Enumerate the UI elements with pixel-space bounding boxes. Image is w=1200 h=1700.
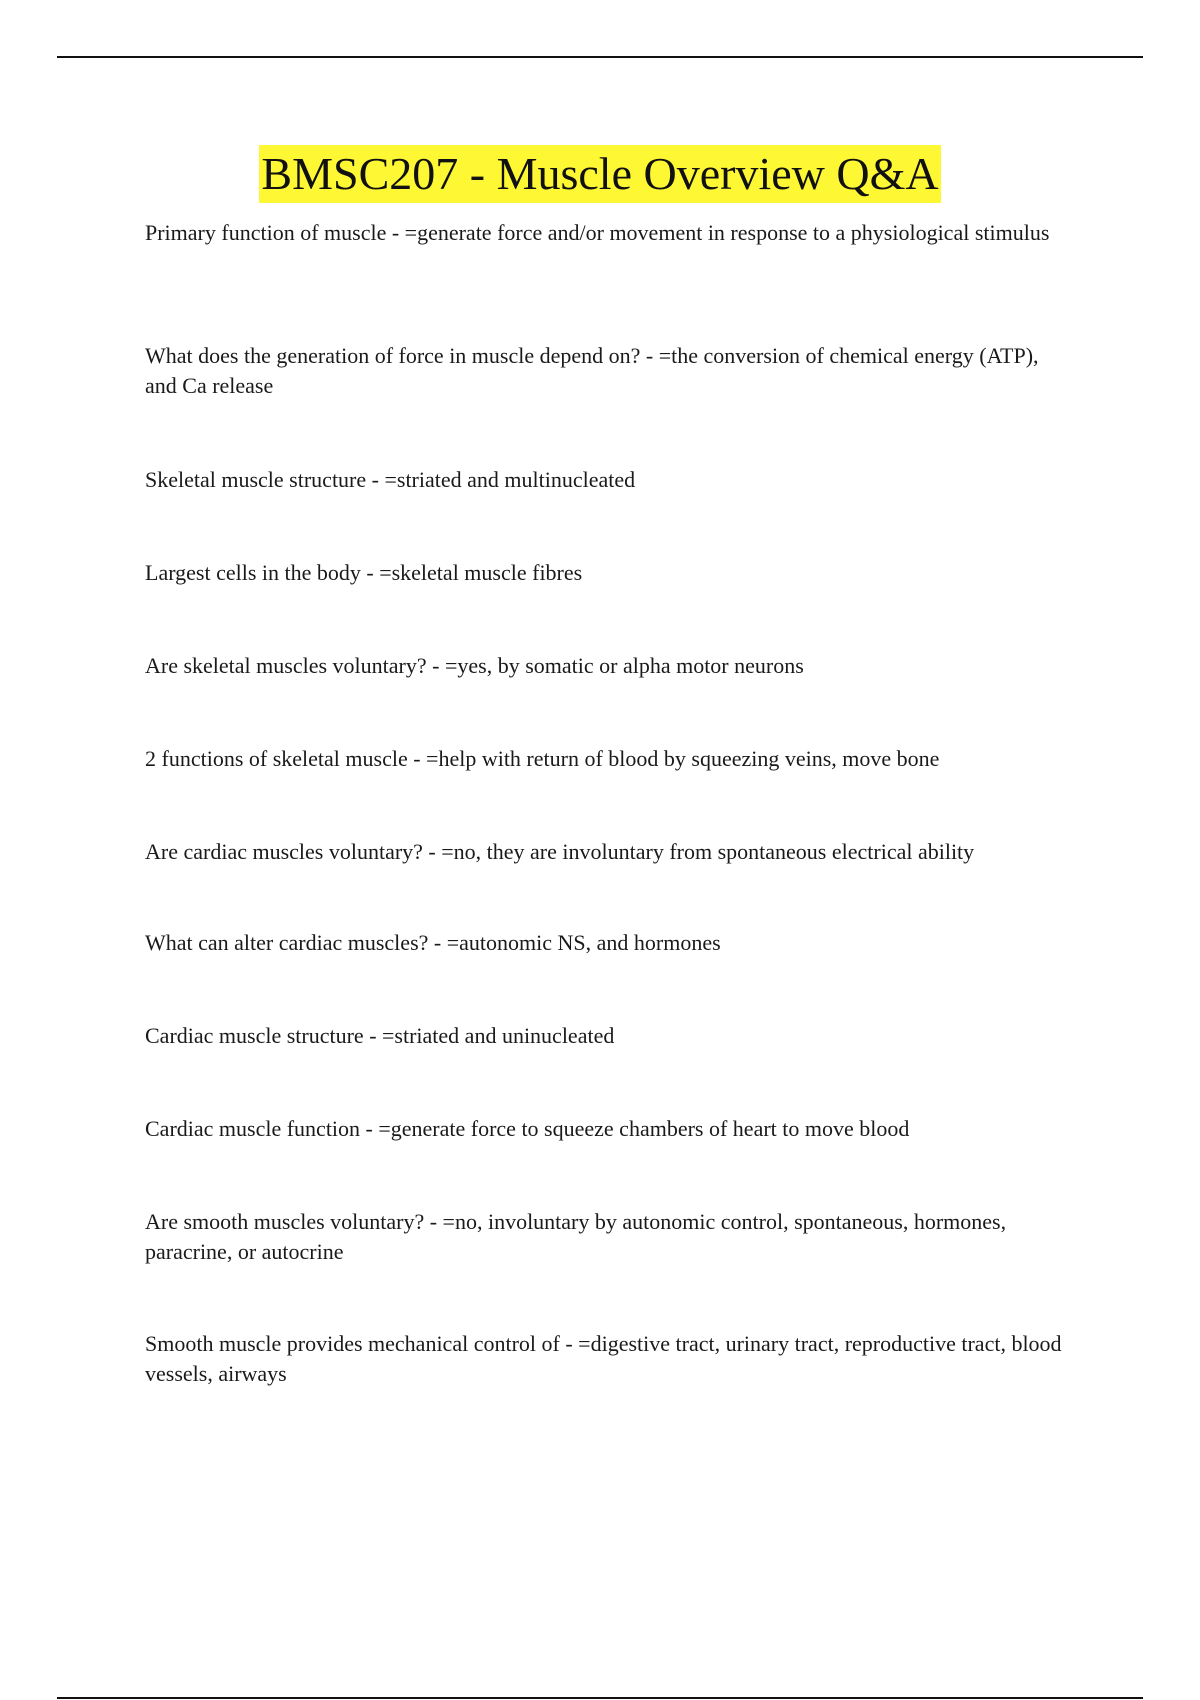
bottom-rule: [57, 1697, 1143, 1699]
qa-item: Largest cells in the body - =skeletal muscle fibres: [145, 560, 583, 585]
qa-item: Cardiac muscle function - =generate force to squeeze chambers of heart to move blood: [145, 1116, 910, 1141]
qa-item: 2 functions of skeletal muscle - =help with return of blood by squeezing veins, move bone: [145, 746, 940, 771]
qa-item: Primary function of muscle - =generate force and/or movement in response to a physiological stimulus: [145, 220, 1050, 245]
qa-item: Are smooth muscles voluntary? - =no, involuntary by autonomic control, spontaneous, hormones, paracrine, or autocrine: [145, 1209, 1007, 1264]
qa-item: What can alter cardiac muscles? - =autonomic NS, and hormones: [145, 930, 721, 955]
qa-item: Are skeletal muscles voluntary? - =yes, by somatic or alpha motor neurons: [145, 653, 804, 678]
qa-item: Cardiac muscle structure - =striated and uninucleated: [145, 1023, 615, 1048]
qa-item: Skeletal muscle structure - =striated and multinucleated: [145, 467, 636, 492]
top-rule: [57, 56, 1143, 58]
qa-item: Are cardiac muscles voluntary? - =no, they are involuntary from spontaneous electrical ability: [145, 839, 975, 864]
qa-item: What does the generation of force in muscle depend on? - =the conversion of chemical energy (ATP), and Ca release: [145, 343, 1039, 398]
title-container: [0, 145, 1200, 203]
qa-item: Smooth muscle provides mechanical control of - =digestive tract, urinary tract, reproductive tract, blood vessels, airways: [145, 1331, 1062, 1386]
page-title: BMSC207 - Muscle Overview Q&A: [259, 145, 940, 203]
